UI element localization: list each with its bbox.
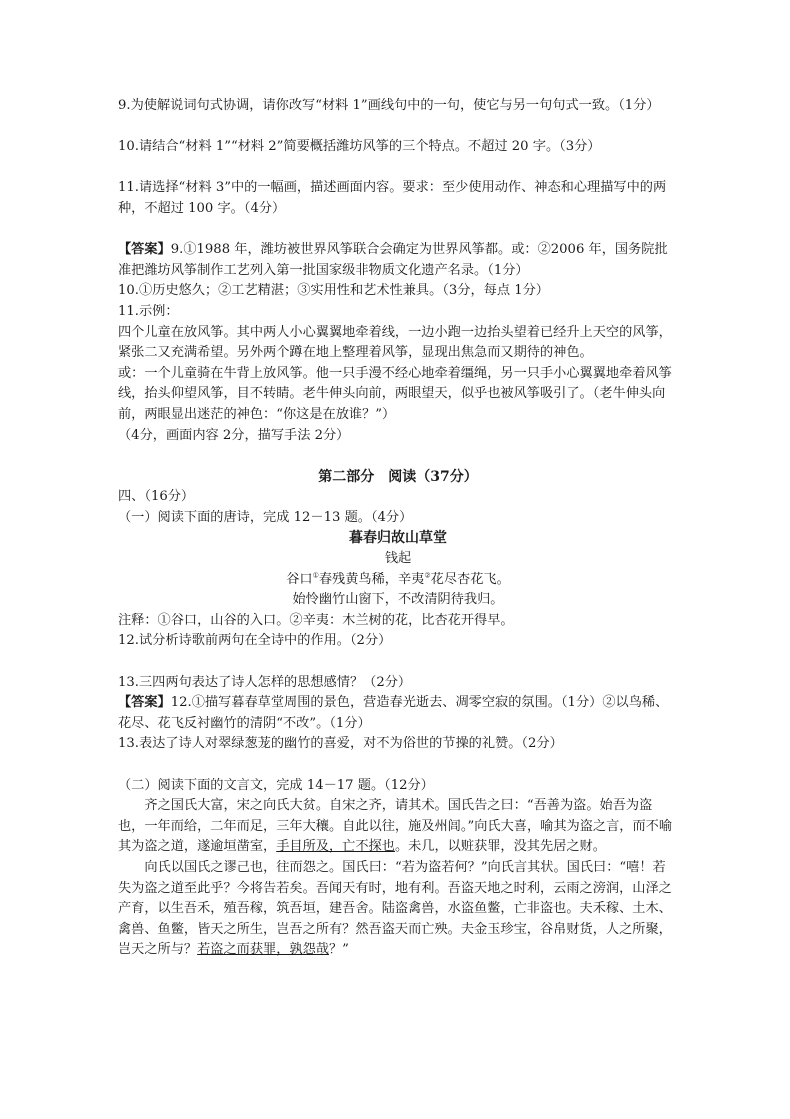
section-4-heading: 四、（16分） — [118, 489, 195, 505]
answer-11-example-1: 四个儿童在放风筝。其中两人小心翼翼地牵着线，一边小跑一边抬头望着已经升上天空的风筝，紧张二又充满希望。另外两个蹲在地上整理着风筝，显现出焦急而又期待的神色。 — [118, 324, 672, 361]
answer-tag: 【答案】 — [118, 695, 171, 711]
answer-13: 13.表达了诗人对翠绿葱茏的幽竹的喜爱，对不为俗世的节操的礼赞。（2分） — [118, 736, 563, 752]
question-13: 13.三四两句表达了诗人怎样的思想感情？（2分） — [118, 674, 412, 690]
paragraph-2-text-b: ？” — [329, 942, 349, 958]
subsection-1-heading: （一）阅读下面的唐诗，完成 12－13 题。（4分） — [118, 509, 413, 525]
answer-block-2 — [118, 693, 678, 734]
part-2-heading: 第二部分 阅读（37分） — [318, 468, 478, 485]
document-page — [118, 96, 678, 961]
paragraph-2-text-a: 向氏以国氏之谬己也，往而怨之。国氏曰：“若为盗若何？”向氏言其状。国氏曰：“嘻！若失为盗之道至此乎？今将告若矣。吾闻天有时，地有利。吾盗天地之时利，云雨之滂润，山泽之产育，以生吾禾，殖吾稼，筑吾垣，建吾舍。陆盗禽兽，水盗鱼鳖，亡非盗也。夫禾稼、土木、 禽兽、鱼鳖，皆天之所生，岂吾之所有？然吾盗天而亡殃。夫金玉珍宝，谷帛财货，人之所聚，岂天之所与？ — [118, 859, 679, 958]
underlined-sentence-1: 手目所及，亡不探也 — [276, 839, 395, 855]
answer-9: 9.①1988 年，潍坊被世界风筝联合会确定为世界风筝都。或：②2006 年，国务院批准把潍坊风筝制作工艺列入第一批国家级非物质文化遗产名录。（1分） — [118, 242, 668, 278]
poem-line-1-part-c: 花尽杏花飞。 — [430, 571, 510, 587]
paragraph-1-text-a: 齐之国氏大富，宋之向氏大贫。自宋之齐，请其术。国氏告之曰：“吾善为盗。始吾为盗也，一年而给，二年而足，三年大穰。自此以往，施及州闾。”向氏大喜，喻其为盗之言，而不喻其为盗之道，遂逾垣凿室， — [118, 798, 673, 855]
classical-text-paragraph-1 — [118, 796, 678, 858]
poem-notes: 注释：①谷口，山谷的入口。②辛夷：木兰树的花，比杏花开得早。 — [118, 612, 514, 628]
poem-author: 钱起 — [384, 551, 412, 567]
poem-line-1-part-b: 春残黄鸟稀，辛夷 — [318, 571, 425, 587]
question-12: 12.试分析诗歌前两句在全诗中的作用。（2分） — [118, 633, 392, 649]
answer-11-heading: 11.示例： — [118, 303, 179, 319]
answer-11-example-2: 或：一个儿童骑在牛背上放风筝。他一只手漫不经心地牵着缰绳，另一只手小心翼翼地牵着风筝线，抬头仰望风筝，目不转睛。老牛伸头向前，两眼望天，似乎也被风筝吸引了。（老牛伸头向前，两眼显出迷茫的神色：“你这是在放谁？”） — [118, 365, 672, 422]
answer-11-scoring: （4分，画面内容 2分，描写手法 2分） — [118, 427, 350, 443]
classical-text-paragraph-2 — [118, 858, 678, 961]
paragraph-1-text-b: 。未几，以赃获罪，没其先居之财。 — [394, 839, 606, 855]
poem-title: 暮春归故山草堂 — [349, 530, 447, 547]
footnote-mark-2: ② — [424, 571, 431, 580]
answer-block-1 — [118, 240, 678, 281]
question-9: 9.为使解说词句式协调，请你改写“材料 1”画线句中的一句，使它与另一句句式一致。（1分） — [118, 98, 660, 113]
footnote-mark-1: ① — [312, 571, 319, 580]
poem-line-1-part-a: 谷口 — [286, 571, 313, 587]
answer-10: 10.①历史悠久；②工艺精湛；③实用性和艺术性兼具。（3分，每点 1分） — [118, 283, 549, 299]
poem-line-1 — [118, 570, 678, 591]
subsection-2-heading: （二）阅读下面的文言文，完成 14－17 题。（12分） — [118, 777, 434, 793]
poem-line-2: 始怜幽竹山窗下，不改清阴待我归。 — [292, 592, 504, 608]
answer-12: 12.①描写暮春草堂周围的景色，营造春光逝去、凋零空寂的氛围。（1分）②以鸟稀、花尽、花飞反衬幽竹的清阴“不改”。（1分） — [118, 695, 669, 731]
question-11: 11.请选择“材料 3”中的一幅画，描述画面内容。要求：至少使用动作、神态和心理描写中的两种，不超过 100 字。（4分） — [118, 180, 667, 216]
answer-tag: 【答案】 — [118, 242, 171, 258]
question-10: 10.请结合“材料 1”“材料 2”简要概括潍坊风筝的三个特点。不超过 20 字。（3分） — [118, 139, 601, 155]
underlined-sentence-2: 若盗之而获罪，孰怨哉 — [197, 942, 329, 958]
